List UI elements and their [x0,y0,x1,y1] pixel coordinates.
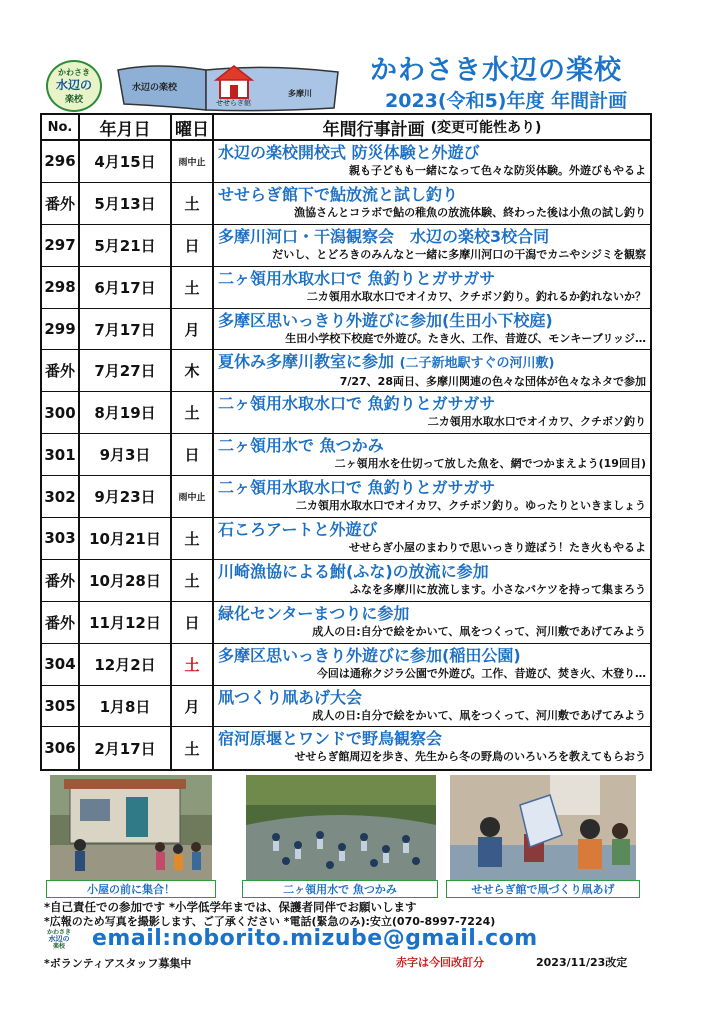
page-title: かわさき水辺の楽校 [370,55,622,86]
row-day: 土 [172,644,214,685]
event-title-text: 多摩川河口・干潟観察会 水辺の楽校3校合同 [218,226,550,246]
table-row [42,476,650,518]
table-row [42,309,650,351]
row-day: 土 [172,183,214,224]
event-title-text: 凧つくり凧あげ大会 [218,687,363,707]
row-no: 番外 [42,350,80,391]
row-day: 日 [172,225,214,266]
row-date: 1月8日 [80,686,172,727]
event-title-text: 夏休み多摩川教室に参加 [218,352,395,372]
header-banner [116,60,340,114]
event-description: 親も子どもも一緒になって色々な防災体験。外遊びもやるよ [349,164,646,177]
event-description: せせらぎ小屋のまわりで思いっきり遊ぼう！たき火もやるよ [349,541,646,555]
row-date: 7月27日 [80,350,172,391]
row-date: 7月17日 [80,309,172,350]
row-date: 8月19日 [80,392,172,433]
event-title [218,268,646,289]
row-no: 296 [42,141,80,182]
event-title-text: 多摩区思いっきり外遊びに参加(生田小下校庭) [218,310,553,330]
row-no: 301 [42,434,80,475]
event-description: 二カ領用水取水口でオイカワ、クチボソ釣り。ゆったりといきましょう [295,499,646,513]
banner-building-label: せせらぎ館 [216,99,251,107]
row-event [214,560,650,601]
row-date: 2月17日 [80,727,172,769]
row-event [214,434,650,475]
event-description: せせらぎ館周辺を歩き、先生から冬の野鳥のいろいろを教えてもらおう [294,750,646,764]
footer-logo-line-1: かわさき [46,929,71,936]
event-title [218,142,646,163]
row-day: 土 [172,267,214,308]
event-title [218,561,646,582]
event-title [218,645,646,666]
event-title [218,184,646,205]
row-date: 11月12日 [80,602,172,643]
event-description: 今回は通称クジラ公園で外遊び。工作、昔遊び、焚き火、木登り… [316,666,646,680]
banner-river-label: 多摩川 [288,89,312,98]
row-no: 番外 [42,560,80,601]
row-event [214,183,650,224]
footer-note-2: *広報のため写真を撮影します、ご了承ください *電話(緊急のみ):安立(070-8997-7224) [44,915,496,928]
table-row [42,434,650,476]
table-row [42,350,650,392]
page-subtitle: 2023(令和5)年度 年間計画 [385,90,628,112]
row-day: 土 [172,392,214,433]
table-row [42,225,650,267]
row-date: 9月3日 [80,434,172,475]
event-title-text: 宿河原堰とワンドで野鳥観察会 [218,729,443,749]
row-event [214,225,650,266]
event-title-note: (二子新地駅すぐの河川敷) [399,356,555,372]
row-day: 土 [172,560,214,601]
event-title [218,728,646,749]
table-row [42,141,650,183]
logo-line-2: 水辺の [55,78,92,92]
event-title [218,477,646,498]
table-row [42,183,650,225]
photo-fish-catching [246,775,436,881]
event-description: だいし、とどろきのみんなと一緒に多摩川河口の干潟でカニやシジミを観察 [272,247,646,261]
header-day: 曜日 [172,115,214,139]
row-event [214,686,650,727]
row-day: 月 [172,686,214,727]
event-title [218,226,646,247]
event-title-text: 多摩区思いっきり外遊びに参加(稲田公園) [218,645,521,665]
row-day: 雨中止 [172,476,214,517]
table-row [42,518,650,560]
row-event [214,476,650,517]
row-no: 299 [42,309,80,350]
row-no: 番外 [42,602,80,643]
event-title-text: 二ヶ領用水取水口で 魚釣りとガサガサ [218,268,496,288]
header-event-note: (変更可能性あり) [430,120,542,136]
contact-email[interactable]: email:noborito.mizube@gmail.com [92,926,538,951]
event-description: ふなを多摩川に放流します。小さなバケツを持って集まろう [349,582,646,596]
header-event [214,115,650,139]
row-no: 302 [42,476,80,517]
event-description: 二カ領用水取水口でオイカワ、クチボソ釣り。釣れるか釣れないか？ [306,289,646,303]
row-event [214,309,650,350]
row-event [214,518,650,559]
row-event [214,141,650,182]
event-title [218,435,646,456]
revision-date: 2023/11/23改定 [536,956,628,969]
footer-volunteer-note: *ボランティアスタッフ募集中 [44,957,192,970]
row-no: 300 [42,392,80,433]
table-row [42,602,650,644]
row-no: 298 [42,267,80,308]
event-title-text: 二ヶ領用水取水口で 魚釣りとガサガサ [218,394,496,414]
row-day: 雨中止 [172,141,214,182]
logo-line-1: かわさき [58,68,90,77]
table-header [42,115,650,141]
row-event [214,602,650,643]
header-no: No. [42,115,80,139]
row-date: 12月2日 [80,644,172,685]
event-title-text: せせらぎ館下で鮎放流と試し釣り [218,184,459,204]
event-title [218,310,646,331]
photo-caption-1: 小屋の前に集合！ [46,880,216,898]
event-title-text: 川崎漁協による鮒(ふな)の放流に参加 [218,561,489,581]
row-event [214,267,650,308]
event-description: 成人の日:自分で絵をかいて、凧をつくって、河川敷であげてみよう [312,708,646,722]
row-no: 297 [42,225,80,266]
table-row [42,727,650,769]
row-no: 番外 [42,183,80,224]
event-title-text: 緑化センターまつりに参加 [218,603,410,623]
banner-school-label: 水辺の楽校 [132,83,178,93]
event-description: 二ヶ領用水を仕切って放した魚を、網でつかまえよう(19回目) [334,457,646,471]
row-no: 303 [42,518,80,559]
row-day: 日 [172,434,214,475]
row-date: 5月21日 [80,225,172,266]
row-day: 土 [172,518,214,559]
event-title-text: 石ころアートと外遊び [218,520,378,540]
row-event [214,644,650,685]
footer-logo [44,929,74,951]
row-no: 305 [42,686,80,727]
row-date: 4月15日 [80,141,172,182]
row-day: 木 [172,350,214,391]
footer-note-1: *自己責任での参加です *小学低学年までは、保護者同伴でお願いします [44,900,417,914]
header-event-label: 年間行事計画 [322,119,425,140]
row-date: 10月21日 [80,518,172,559]
revision-note: 赤字は今回改訂分 [396,956,484,969]
photo-hut-gathering [50,775,212,881]
table-row [42,267,650,309]
logo-line-3: 楽校 [64,95,83,105]
photo-kite-making [450,775,636,881]
row-no: 306 [42,727,80,769]
header-date: 年月日 [80,115,172,139]
event-description: 成人の日:自分で絵をかいて、凧をつくって、河川敷であげてみよう [312,624,646,638]
event-title [218,603,646,624]
footer-logo-line-2: 水辺の [48,935,70,943]
event-title [218,687,646,708]
table-row [42,644,650,686]
row-date: 6月17日 [80,267,172,308]
footer-logo-line-3: 楽校 [52,943,65,950]
photo-caption-3: せせらぎ館で凧づくり凧あげ [446,880,640,898]
event-description: 漁協さんとコラボで鮎の稚魚の放流体験、終わった後は小魚の試し釣り [294,205,646,219]
school-logo [46,60,102,112]
row-day: 月 [172,309,214,350]
event-description: 二カ領用水取水口でオイカワ、クチボソ釣り [427,415,646,429]
row-date: 5月13日 [80,183,172,224]
event-description: 7/27、28両日、多摩川関連の色々な団体が色々なネタで参加 [339,375,646,389]
row-no: 304 [42,644,80,685]
schedule-table [40,113,652,771]
row-event [214,350,650,391]
photo-caption-2: 二ヶ領用水で 魚つかみ [242,880,438,898]
row-event [214,392,650,433]
table-body [42,141,650,769]
event-title-text: 水辺の楽校開校式 防災体験と外遊び [218,143,480,162]
event-title [218,351,646,374]
event-title [218,393,646,414]
event-title-text: 二ヶ領用水取水口で 魚釣りとガサガサ [218,478,496,498]
table-row [42,560,650,602]
row-date: 9月23日 [80,476,172,517]
event-description: 生田小学校下校庭で外遊び。たき火、工作、昔遊び、モンキーブリッジ… [285,331,646,345]
event-title [218,519,646,540]
row-day: 日 [172,602,214,643]
table-row [42,686,650,728]
row-day: 土 [172,727,214,769]
table-row [42,392,650,434]
row-event [214,727,650,769]
event-title-text: 二ヶ領用水で 魚つかみ [218,436,384,456]
row-date: 10月28日 [80,560,172,601]
